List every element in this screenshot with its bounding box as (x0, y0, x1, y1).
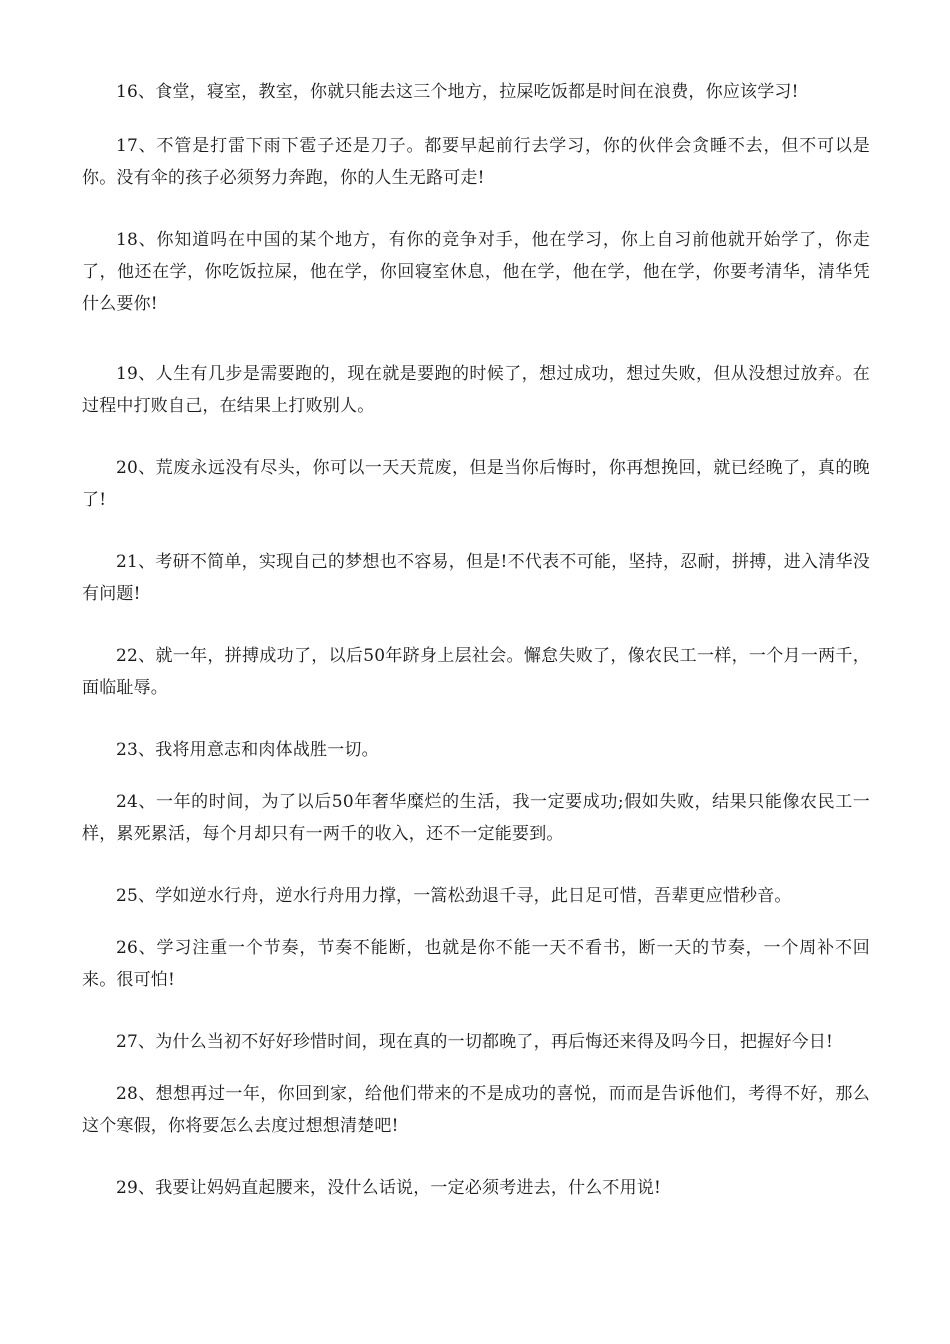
paragraph-29: 29、我要让妈妈直起腰来，没什么话说，一定必须考进去，什么不用说! (116, 1178, 662, 1198)
paragraph-23: 23、我将用意志和肉体战胜一切。 (116, 740, 379, 760)
paragraph-22: 22、就一年，拼搏成功了，以后50年跻身上层社会。懈怠失败了，像农民工一样，一个月一两千，面临耻辱。 (82, 646, 870, 698)
paragraph-19: 19、人生有几步是需要跑的，现在就是要跑的时候了，想过成功，想过失败，但从没想过放弃。在过程中打败自己，在结果上打败别人。 (82, 364, 870, 416)
paragraph-24: 24、一年的时间，为了以后50年奢华糜烂的生活，我一定要成功;假如失败，结果只能像农民工一样，累死累活，每个月却只有一两千的收入，还不一定能要到。 (82, 792, 870, 844)
paragraph-17: 17、不管是打雷下雨下雹子还是刀子。都要早起前行去学习，你的伙伴会贪睡不去，但不可以是你。没有伞的孩子必须努力奔跑，你的人生无路可走! (82, 136, 870, 188)
paragraph-25: 25、学如逆水行舟，逆水行舟用力撑，一篙松劲退千寻，此日足可惜，吾辈更应惜秒音。 (116, 886, 792, 906)
paragraph-16: 16、食堂，寝室，教室，你就只能去这三个地方，拉屎吃饭都是时间在浪费，你应该学习! (116, 82, 799, 102)
paragraph-18: 18、你知道吗在中国的某个地方，有你的竞争对手，他在学习，你上自习前他就开始学了，你走了，他还在学，你吃饭拉屎，他在学，你回寝室休息，他在学，他在学，他在学，你要考清华，清华凭什么要你! (82, 230, 870, 314)
paragraph-27: 27、为什么当初不好好珍惜时间，现在真的一切都晚了，再后悔还来得及吗今日，把握好今日! (116, 1032, 834, 1052)
paragraph-21: 21、考研不简单，实现自己的梦想也不容易，但是!不代表不可能，坚持，忍耐，拼搏，进入清华没有问题! (82, 552, 870, 604)
paragraph-20: 20、荒废永远没有尽头，你可以一天天荒废，但是当你后悔时，你再想挽回，就已经晚了，真的晚了! (82, 458, 870, 510)
paragraph-26: 26、学习注重一个节奏，节奏不能断，也就是你不能一天不看书，断一天的节奏，一个周补不回来。很可怕! (82, 938, 870, 990)
paragraph-28: 28、想想再过一年，你回到家，给他们带来的不是成功的喜悦，而而是告诉他们，考得不好，那么这个寒假，你将要怎么去度过想想清楚吧! (82, 1084, 870, 1136)
